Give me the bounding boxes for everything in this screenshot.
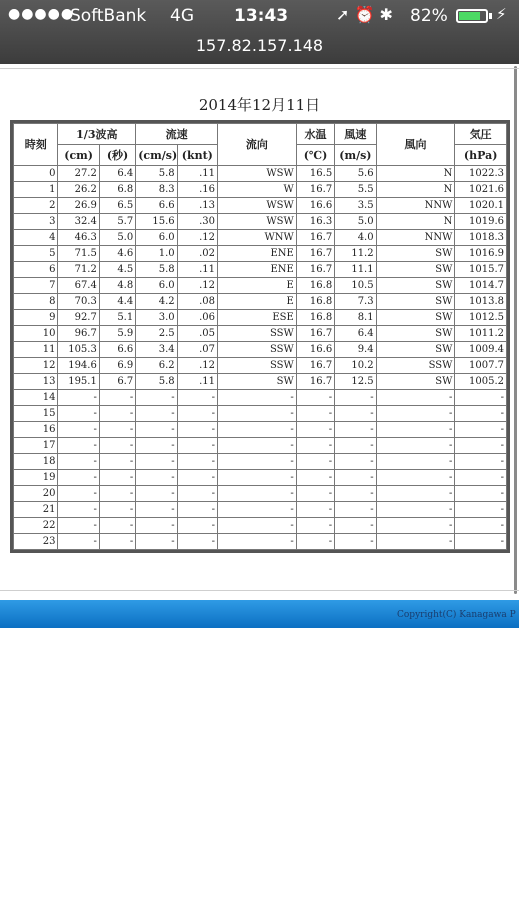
table-cell: 23 (14, 534, 58, 550)
table-cell: 8.1 (335, 310, 376, 326)
table-cell: - (296, 422, 334, 438)
header-wave-height: 1/3波高 (58, 124, 136, 145)
table-row (14, 470, 507, 486)
unit-seconds: (秒) (99, 145, 135, 166)
table-cell: 11.1 (335, 262, 376, 278)
table-cell: - (335, 406, 376, 422)
table-cell: 20 (14, 486, 58, 502)
table-cell: SW (376, 262, 455, 278)
table-cell: 16.8 (296, 310, 334, 326)
table-cell: - (177, 534, 217, 550)
table-cell: 195.1 (58, 374, 99, 390)
table-cell: 5.0 (99, 230, 135, 246)
table-row (14, 326, 507, 342)
bottom-divider (0, 590, 519, 591)
table-cell: 92.7 (58, 310, 99, 326)
table-cell: 16.7 (296, 182, 334, 198)
table-cell: 16 (14, 422, 58, 438)
table-cell: - (218, 390, 297, 406)
table-row (14, 454, 507, 470)
table-cell: 71.2 (58, 262, 99, 278)
report-date: 2014年12月11日 (198, 96, 321, 114)
table-cell: 32.4 (58, 214, 99, 230)
table-cell: 14 (14, 390, 58, 406)
table-cell: 8 (14, 294, 58, 310)
table-cell: - (136, 470, 177, 486)
table-cell: .05 (177, 326, 217, 342)
top-divider (0, 68, 519, 69)
table-cell: - (335, 534, 376, 550)
table-row (14, 246, 507, 262)
table-cell: - (296, 390, 334, 406)
table-cell: 1013.8 (455, 294, 507, 310)
table-cell: SW (376, 342, 455, 358)
table-cell: - (376, 486, 455, 502)
table-cell: .12 (177, 358, 217, 374)
table-cell: - (296, 534, 334, 550)
table-row (14, 406, 507, 422)
table-cell: 1019.6 (455, 214, 507, 230)
header-wind-speed: 風速 (335, 124, 376, 145)
table-cell: 11 (14, 342, 58, 358)
table-cell: 16.8 (296, 278, 334, 294)
table-cell: 4.4 (99, 294, 135, 310)
carrier-name: SoftBank (70, 6, 147, 26)
battery-tip (489, 13, 492, 19)
table-cell: - (376, 390, 455, 406)
table-cell: 2 (14, 198, 58, 214)
table-cell: 11.2 (335, 246, 376, 262)
header-current-direction: 流向 (218, 124, 297, 166)
table-cell: 105.3 (58, 342, 99, 358)
table-cell: - (136, 502, 177, 518)
table-cell: - (58, 454, 99, 470)
observation-table (10, 120, 510, 553)
table-cell: 8.3 (136, 182, 177, 198)
table-cell: - (58, 518, 99, 534)
table-cell: .02 (177, 246, 217, 262)
table-cell: 1021.6 (455, 182, 507, 198)
table-cell: 12 (14, 358, 58, 374)
header-time: 時刻 (14, 124, 58, 166)
table-cell: - (296, 470, 334, 486)
table-cell: NNW (376, 198, 455, 214)
table-cell: - (58, 438, 99, 454)
table-cell: 6.9 (99, 358, 135, 374)
table-cell: 5 (14, 246, 58, 262)
table-cell: SW (376, 310, 455, 326)
table-cell: 16.3 (296, 214, 334, 230)
table-cell: 6.2 (136, 358, 177, 374)
table-cell: - (218, 406, 297, 422)
table-cell: 4.2 (136, 294, 177, 310)
table-cell: - (177, 422, 217, 438)
signal-strength-icon: ●●●●● (8, 6, 75, 22)
table-cell: .13 (177, 198, 217, 214)
table-cell: 16.7 (296, 262, 334, 278)
table-cell: 6.6 (136, 198, 177, 214)
table-cell: 5.5 (335, 182, 376, 198)
table-cell: - (296, 518, 334, 534)
table-cell: .06 (177, 310, 217, 326)
table-row (14, 374, 507, 390)
table-cell: E (218, 294, 297, 310)
status-time: 13:43 (234, 6, 289, 26)
table-cell: - (218, 502, 297, 518)
table-cell: 5.6 (335, 166, 376, 182)
table-cell: ENE (218, 262, 297, 278)
table-cell: 1007.7 (455, 358, 507, 374)
table-row (14, 198, 507, 214)
table-cell: - (455, 534, 507, 550)
table-cell: 15.6 (136, 214, 177, 230)
table-cell: 16.6 (296, 342, 334, 358)
table-cell: 1.0 (136, 246, 177, 262)
table-cell: - (177, 454, 217, 470)
table-cell: ENE (218, 246, 297, 262)
table-cell: 16.7 (296, 326, 334, 342)
unit-meters-per-sec: (m/s) (335, 145, 376, 166)
table-cell: .07 (177, 342, 217, 358)
table-cell: 16.7 (296, 374, 334, 390)
table-cell: - (136, 454, 177, 470)
table-cell: - (99, 470, 135, 486)
header-water-temp: 水温 (296, 124, 334, 145)
table-cell: - (58, 470, 99, 486)
table-cell: 71.5 (58, 246, 99, 262)
table-cell: - (376, 470, 455, 486)
table-cell: 16.5 (296, 166, 334, 182)
table-cell: - (177, 486, 217, 502)
table-cell: 13 (14, 374, 58, 390)
table-cell: - (99, 486, 135, 502)
table-cell: - (99, 518, 135, 534)
table-cell: - (218, 518, 297, 534)
table-cell: - (376, 422, 455, 438)
table-cell: 6.6 (99, 342, 135, 358)
table-cell: 10 (14, 326, 58, 342)
copyright-text: Copyright(C) Kanagawa P (397, 610, 516, 620)
table-cell: - (99, 390, 135, 406)
table-cell: 9.4 (335, 342, 376, 358)
table-cell: 3.4 (136, 342, 177, 358)
unit-cm-per-sec: (cm/s) (136, 145, 177, 166)
table-cell: - (58, 422, 99, 438)
page-scrollbar[interactable] (514, 66, 517, 594)
table-cell: WNW (218, 230, 297, 246)
table-cell: 27.2 (58, 166, 99, 182)
table-cell: SW (376, 278, 455, 294)
table-cell: - (296, 454, 334, 470)
table-cell: 18 (14, 454, 58, 470)
network-type: 4G (170, 6, 194, 26)
table-cell: - (99, 438, 135, 454)
table-cell: 10.5 (335, 278, 376, 294)
table-cell: 1015.7 (455, 262, 507, 278)
table-cell: 1009.4 (455, 342, 507, 358)
table-cell: 1020.1 (455, 198, 507, 214)
table-cell: - (58, 390, 99, 406)
table-body (14, 166, 507, 550)
table-cell: 1018.3 (455, 230, 507, 246)
table-cell: 26.9 (58, 198, 99, 214)
table-cell: SSW (376, 358, 455, 374)
table-cell: 2.5 (136, 326, 177, 342)
table-cell: - (455, 502, 507, 518)
table-cell: - (136, 534, 177, 550)
table-cell: 6.0 (136, 278, 177, 294)
table-cell: - (218, 486, 297, 502)
table-row (14, 342, 507, 358)
table-cell: 21 (14, 502, 58, 518)
table-cell: 16.7 (296, 358, 334, 374)
table-row (14, 422, 507, 438)
table-cell: - (218, 534, 297, 550)
table-cell: - (376, 406, 455, 422)
table-cell: - (376, 438, 455, 454)
table-cell: 6 (14, 262, 58, 278)
table-row (14, 390, 507, 406)
table-cell: SW (376, 326, 455, 342)
table-cell: - (177, 438, 217, 454)
table-cell: 15 (14, 406, 58, 422)
table-cell: .11 (177, 262, 217, 278)
table-cell: 3.5 (335, 198, 376, 214)
table-cell: WSW (218, 166, 297, 182)
table-row (14, 486, 507, 502)
table-cell: - (376, 534, 455, 550)
table-cell: - (335, 470, 376, 486)
table-cell: - (455, 454, 507, 470)
table-row (14, 182, 507, 198)
unit-knots: (knt) (177, 145, 217, 166)
table-cell: 194.6 (58, 358, 99, 374)
table-cell: .30 (177, 214, 217, 230)
table-cell: - (136, 518, 177, 534)
table-cell: - (335, 438, 376, 454)
table-cell: - (218, 470, 297, 486)
table-cell: - (218, 454, 297, 470)
table-cell: - (177, 518, 217, 534)
table-cell: 4.6 (99, 246, 135, 262)
table-cell: SW (376, 374, 455, 390)
table-cell: 19 (14, 470, 58, 486)
table-cell: - (136, 422, 177, 438)
table-cell: - (455, 406, 507, 422)
table-cell: - (218, 422, 297, 438)
table-cell: SW (376, 246, 455, 262)
table-cell: 3.0 (136, 310, 177, 326)
table-cell: - (335, 390, 376, 406)
table-cell: - (136, 486, 177, 502)
table-cell: W (218, 182, 297, 198)
table-cell: 26.2 (58, 182, 99, 198)
table-cell: 6.0 (136, 230, 177, 246)
table-cell: 1005.2 (455, 374, 507, 390)
table-cell: - (136, 390, 177, 406)
table-cell: - (99, 406, 135, 422)
table-cell: - (177, 470, 217, 486)
table-cell: SW (218, 374, 297, 390)
table-cell: - (99, 454, 135, 470)
table-cell: 96.7 (58, 326, 99, 342)
table-cell: 17 (14, 438, 58, 454)
battery-icon (456, 9, 488, 23)
table-cell: - (455, 470, 507, 486)
table-cell: 5.1 (99, 310, 135, 326)
table-cell: 1011.2 (455, 326, 507, 342)
table-cell: - (335, 454, 376, 470)
table-cell: - (296, 502, 334, 518)
table-cell: - (99, 502, 135, 518)
table-cell: 3 (14, 214, 58, 230)
table-cell: - (177, 406, 217, 422)
table-cell: - (58, 502, 99, 518)
table-cell: 70.3 (58, 294, 99, 310)
table-cell: 16.7 (296, 230, 334, 246)
table-row (14, 358, 507, 374)
table-cell: 1012.5 (455, 310, 507, 326)
table-cell: - (455, 390, 507, 406)
table-cell: 0 (14, 166, 58, 182)
table-row (14, 166, 507, 182)
charging-icon: ⚡ (496, 5, 507, 23)
table-cell: .16 (177, 182, 217, 198)
table-cell: 6.4 (335, 326, 376, 342)
table-cell: E (218, 278, 297, 294)
table-cell: - (58, 534, 99, 550)
address-bar[interactable]: 157.82.157.148 (195, 36, 324, 55)
table-cell: 4.0 (335, 230, 376, 246)
table-row (14, 310, 507, 326)
table-cell: 1 (14, 182, 58, 198)
table-cell: 4.5 (99, 262, 135, 278)
table-cell: 16.6 (296, 198, 334, 214)
table-cell: - (136, 406, 177, 422)
table-cell: - (99, 534, 135, 550)
table-cell: NNW (376, 230, 455, 246)
table-cell: - (296, 486, 334, 502)
table-cell: - (296, 438, 334, 454)
table-cell: - (335, 518, 376, 534)
table-cell: 7 (14, 278, 58, 294)
table-cell: 1022.3 (455, 166, 507, 182)
header-current-speed: 流速 (136, 124, 218, 145)
table-cell: .12 (177, 278, 217, 294)
table-cell: 6.7 (99, 374, 135, 390)
table-cell: .08 (177, 294, 217, 310)
table-cell: SSW (218, 358, 297, 374)
table-cell: - (335, 486, 376, 502)
table-cell: 7.3 (335, 294, 376, 310)
table-row (14, 534, 507, 550)
table-cell: - (455, 518, 507, 534)
table-cell: - (99, 422, 135, 438)
table-cell: - (58, 406, 99, 422)
table-cell: 6.5 (99, 198, 135, 214)
table-cell: 16.8 (296, 294, 334, 310)
table-cell: 22 (14, 518, 58, 534)
header-pressure: 気圧 (455, 124, 507, 145)
table-cell: 9 (14, 310, 58, 326)
table-cell: 5.8 (136, 374, 177, 390)
status-bar (0, 0, 519, 34)
table-cell: - (455, 422, 507, 438)
table-cell: SSW (218, 326, 297, 342)
table-cell: 5.8 (136, 262, 177, 278)
table-row (14, 262, 507, 278)
table-cell: 46.3 (58, 230, 99, 246)
table-cell: 5.0 (335, 214, 376, 230)
table-row (14, 518, 507, 534)
table-cell: .11 (177, 166, 217, 182)
browser-top-bar (0, 0, 519, 64)
unit-celsius: (℃) (296, 145, 334, 166)
table-cell: - (335, 422, 376, 438)
table-cell: SW (376, 294, 455, 310)
header-wind-direction: 風向 (376, 124, 455, 166)
table-cell: - (177, 390, 217, 406)
table-row (14, 294, 507, 310)
table-row (14, 278, 507, 294)
table-cell: - (376, 454, 455, 470)
table-cell: 4.8 (99, 278, 135, 294)
table-cell: - (177, 502, 217, 518)
unit-hpa: (hPa) (455, 145, 507, 166)
table-cell: 5.9 (99, 326, 135, 342)
table-cell: 16.7 (296, 246, 334, 262)
table-row (14, 230, 507, 246)
table-cell: 12.5 (335, 374, 376, 390)
table-cell: N (376, 166, 455, 182)
table-cell: 6.8 (99, 182, 135, 198)
table-row (14, 502, 507, 518)
table-cell: 6.4 (99, 166, 135, 182)
table-cell: - (58, 486, 99, 502)
table-cell: .11 (177, 374, 217, 390)
table-cell: N (376, 182, 455, 198)
table-cell: 67.4 (58, 278, 99, 294)
battery-percentage: 82% (410, 6, 448, 26)
table-cell: 1014.7 (455, 278, 507, 294)
table-cell: 5.8 (136, 166, 177, 182)
table-cell: WSW (218, 198, 297, 214)
table-row (14, 214, 507, 230)
table-cell: - (376, 502, 455, 518)
table-cell: - (335, 502, 376, 518)
location-alarm-bluetooth-icons: ➚ ⏰ ✱ (336, 5, 393, 24)
table-cell: .12 (177, 230, 217, 246)
table-cell: - (218, 438, 297, 454)
table-row (14, 438, 507, 454)
table-cell: 1016.9 (455, 246, 507, 262)
table-cell: 4 (14, 230, 58, 246)
table-cell: 5.7 (99, 214, 135, 230)
unit-cm: (cm) (58, 145, 99, 166)
table-cell: - (455, 486, 507, 502)
table-cell: ESE (218, 310, 297, 326)
table-cell: - (455, 438, 507, 454)
table-cell: N (376, 214, 455, 230)
table-cell: WSW (218, 214, 297, 230)
table-cell: 10.2 (335, 358, 376, 374)
table-cell: - (376, 518, 455, 534)
table-cell: - (296, 406, 334, 422)
table-cell: - (136, 438, 177, 454)
table-cell: SSW (218, 342, 297, 358)
